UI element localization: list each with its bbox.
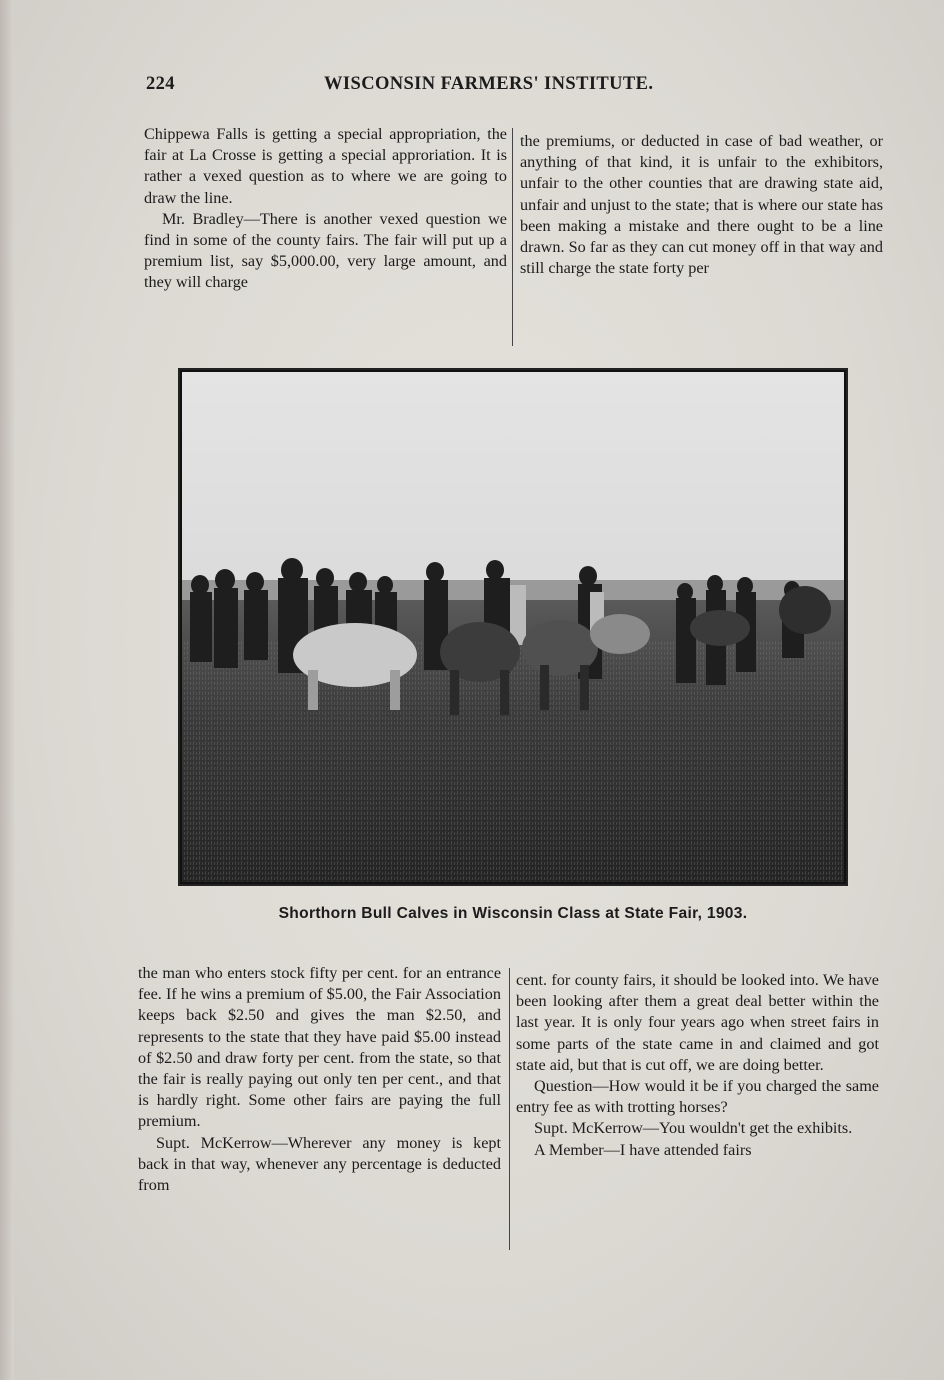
column-rule: [512, 128, 513, 346]
halftone-photograph-icon: [180, 370, 846, 884]
top-left-column: [144, 124, 507, 294]
paragraph: Chippewa Falls is getting a special appropriation, the fair at La Crosse is getting a special approriation. It is rather a vexed question as to where we are going to draw the line.: [144, 125, 507, 207]
page-number: 224: [146, 74, 175, 94]
top-right-column: [520, 131, 883, 279]
paragraph: the man who enters stock fifty per cent. for an entrance fee. If he wins a premium of $5.00, the Fair Association keeps back $2.50 and gives the man $2.50, and represents to the state that they have paid $5.00 instead of $2.50 and draw forty per cent. from the state, so that the fair is really paying out only ten per cent., and that is hardly right. Some other fairs are paying the full premium.: [138, 964, 501, 1131]
column-rule: [509, 968, 510, 1250]
bottom-right-column: [516, 970, 879, 1161]
paragraph: Supt. McKerrow—Wherever any money is kept back in that way, whenever any percentage is deducted from: [138, 1133, 501, 1195]
paragraph: cent. for county fairs, it should be looked into. We have been looking after them a great deal better within the last year. It is only four years ago when street fairs in some parts of the state came in and claimed and got state aid, but that is cut off, we are doing better.: [516, 971, 879, 1074]
paragraph: A Member—I have attended fairs: [534, 1140, 752, 1159]
page-gutter-shadow: [0, 0, 14, 1380]
paragraph: Mr. Bradley—There is another vexed question we find in some of the county fairs. The fair will put up a premium list, say $5,000.00, very large amount, and they will charge: [144, 209, 507, 292]
running-title: WISCONSIN FARMERS' INSTITUTE.: [324, 74, 654, 94]
paragraph: Supt. McKerrow—You wouldn't get the exhibits.: [534, 1119, 853, 1138]
paragraph: Question—How would it be if you charged the same entry fee as with trotting horses?: [516, 1077, 879, 1117]
photo-figure: [178, 368, 848, 886]
bottom-left-column: [138, 963, 501, 1196]
photo-caption: Shorthorn Bull Calves in Wisconsin Class at State Fair, 1903.: [278, 905, 748, 922]
paragraph: the premiums, or deducted in case of bad weather, or anything of that kind, it is unfair to the exhibitors, unfair to the other counties that are drawing state aid, unfair and unjust to the state; that is where our state has been making a mistake and there ought to be a line drawn. So far as they can cut money off in that way and still charge the state forty per: [520, 132, 883, 278]
